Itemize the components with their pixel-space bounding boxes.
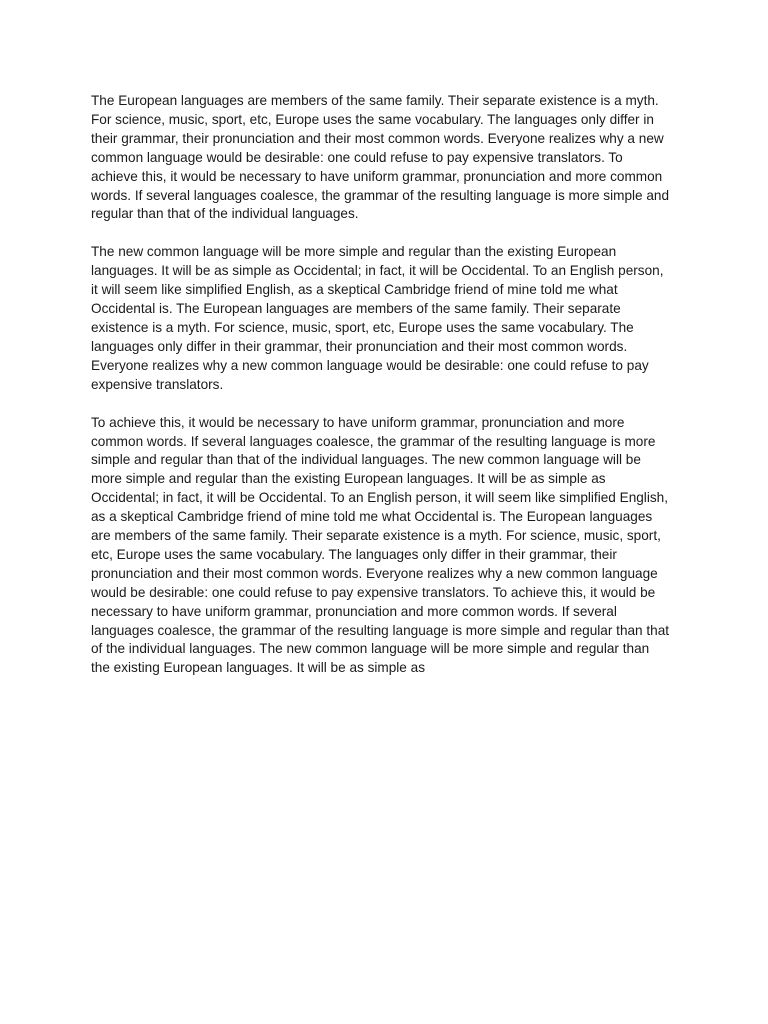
- document-body: [91, 92, 683, 697]
- paragraph-2: The new common language will be more simple and regular than the existing European languages. It will be as simple as Occidental; in fact, it will be Occidental. To an English person, it will seem like simplified English, as a skeptical Cambridge friend of mine told me what Occidental is. The European languages are members of the same family. Their separate existence is a myth. For science, music, sport, etc, Europe uses the same vocabulary. The languages only differ in their grammar, their pronunciation and their most common words. Everyone realizes why a new common language would be desirable: one could refuse to pay expensive translators.: [91, 244, 664, 392]
- paragraph-1: The European languages are members of the same family. Their separate existence is a myth. For science, music, sport, etc, Europe uses the same vocabulary. The languages only differ in their grammar, their pronunciation and their most common words. Everyone realizes why a new common language would be desirable: one could refuse to pay expensive translators. To achieve this, it would be necessary to have uniform grammar, pronunciation and more common words. If several languages coalesce, the grammar of the resulting language is more simple and regular than that of the individual languages.: [91, 93, 670, 222]
- paragraph-3: To achieve this, it would be necessary to have uniform grammar, pronunciation and more common words. If several languages coalesce, the grammar of the resulting language is more simple and regular than that of the individual languages. The new common language will be more simple and regular than the existing European languages. It will be as simple as Occidental; in fact, it will be Occidental. To an English person, it will seem like simplified English, as a skeptical Cambridge friend of mine told me what Occidental is. The European languages are members of the same family. Their separate existence is a myth. For science, music, sport, etc, Europe uses the same vocabulary. The languages only differ in their grammar, their pronunciation and their most common words. Everyone realizes why a new common language would be desirable: one could refuse to pay expensive translators. To achieve this, it would be necessary to have uniform grammar, pronunciation and more common words. If several languages coalesce, the grammar of the resulting language is more simple and regular than that of the individual languages. The new common language will be more simple and regular than the existing European languages. It will be as simple as: [91, 414, 670, 676]
